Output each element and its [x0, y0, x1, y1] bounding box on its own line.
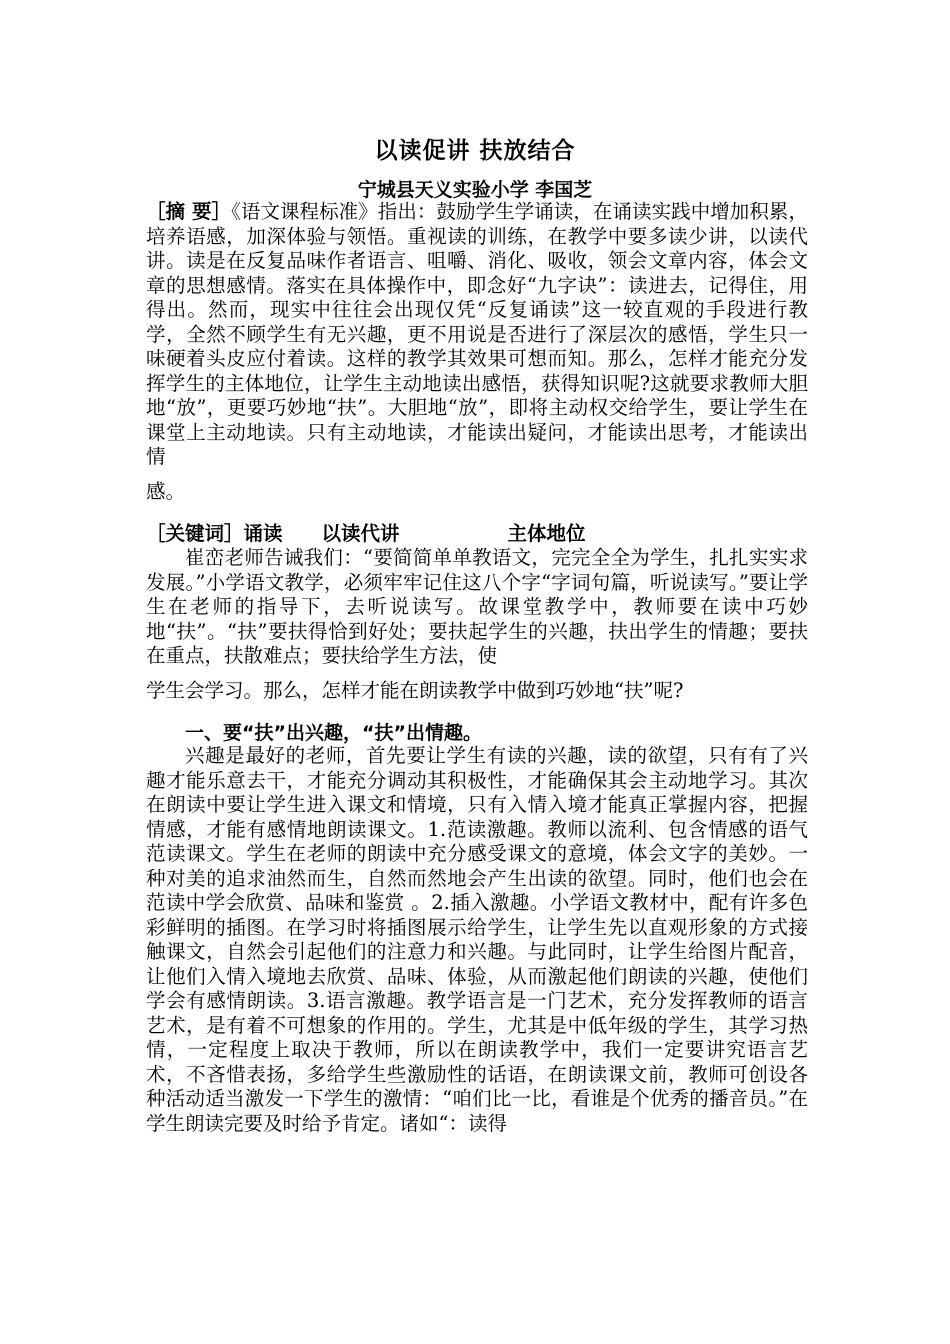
intro-paragraph	[146, 546, 808, 703]
keywords-label: ［关键词］	[146, 522, 244, 545]
abstract-tail: 感。	[146, 479, 186, 503]
abstract-paragraph	[146, 200, 808, 504]
keyword-item: 以读代讲	[321, 522, 400, 545]
abstract-text: 《语文课程标准》指出：鼓励学生学诵读，在诵读实践中增加积累，培养语感，加深体验与领悟。重视读的训练，在教学中要多读少讲，以读代讲。读是在反复品味作者语言、咀嚼、消化、吸收，领会文章内容，体会文章的思想感情。落实在具体操作中，即念好“九字诀”：读进去，记得住，用得出。然而，现实中往往会出现仅凭“反复诵读”这一较直观的手段进行教学，全然不顾学生有无兴趣，更不用说是否进行了深层次的感悟，学生只一味硬着头皮应付着读。这样的教学其效果可想而知。那么，怎样才能充分发挥学生的主体地位，让学生主动地读出感悟，获得知识呢?这就要求教师大胆地“放”，更要巧妙地“扶”。大胆地“放”，即将主动权交给学生，要让学生在课堂上主动地读。只有主动地读，才能读出疑问，才能读出思考，才能读出情	[146, 200, 808, 468]
section-paragraph: 兴趣是最好的老师，首先要让学生有读的兴趣，读的欲望，只有有了兴趣才能乐意去干，才能充分调动其积极性，才能确保其会主动地学习。其次在朗读中要让学生进入课文和情境，只有入情入境才能真正掌握内容，把握情感，才能有感情地朗读课文。1.范读激趣。教师以流利、包含情感的语气范读课文。学生在老师的朗读中充分感受课文的意境，体会文字的美妙。一种对美的追求油然而生，自然而然地会产生出读的欲望。同时，他们也会在范读中学会欣赏、品味和鉴赏 。2.插入激趣。小学语文教材中，配有许多色彩鲜明的插图。在学习时将插图展示给学生，让学生先以直观形象的方式接触课文，自然会引起他们的注意力和兴趣。与此同时，让学生给图片配音，让他们入情入境地去欣赏、品味、体验，从而激起他们朗读的兴趣，使他们学会有感情朗读。3.语言激趣。教学语言是一门艺术，充分发挥教师的语言艺术，是有着不可想象的作用的。学生，尤其是中低年级的学生，其学习热情，一定程度上取决于教师，所以在朗读教学中，我们一定要讲究语言艺术，不吝惜表扬，多给学生些激励性的话语，在朗读课文前，教师可创设各种活动适当激发一下学生的激情：“咱们比一比，看谁是个优秀的播音员。”在学生朗读完要及时给予肯定。诸如“：读得	[146, 744, 808, 1135]
section-heading: 一、要“扶”出兴趣，“扶”出情趣。	[185, 722, 482, 744]
intro-text: 崔峦老师告诫我们：“要简简单单教语文，完完全全为学生，扎扎实实求发展。”小学语文教学，必须牢牢记住这八个字“字词句篇，听说读写。”要让学生在老师的指导下，去听说读写。故课堂教学中，教师要在读中巧妙地“扶”。“扶”要扶得恰到好处；要扶起学生的兴趣，扶出学生的情趣；要扶在重点，扶散难点；要扶给学生方法，使	[146, 546, 808, 667]
keyword-item: 诵读	[243, 522, 283, 545]
abstract-label: ［摘 要］	[146, 200, 232, 223]
document-title: 以读促讲 扶放结合	[374, 138, 576, 164]
keywords-line	[146, 522, 808, 547]
document-author: 宁城县天义实验小学 李国芝	[357, 179, 593, 201]
keyword-item: 主体地位	[507, 522, 586, 545]
intro-tail: 学生会学习。那么，怎样才能在朗读教学中做到巧妙地“扶”呢?	[146, 678, 684, 702]
